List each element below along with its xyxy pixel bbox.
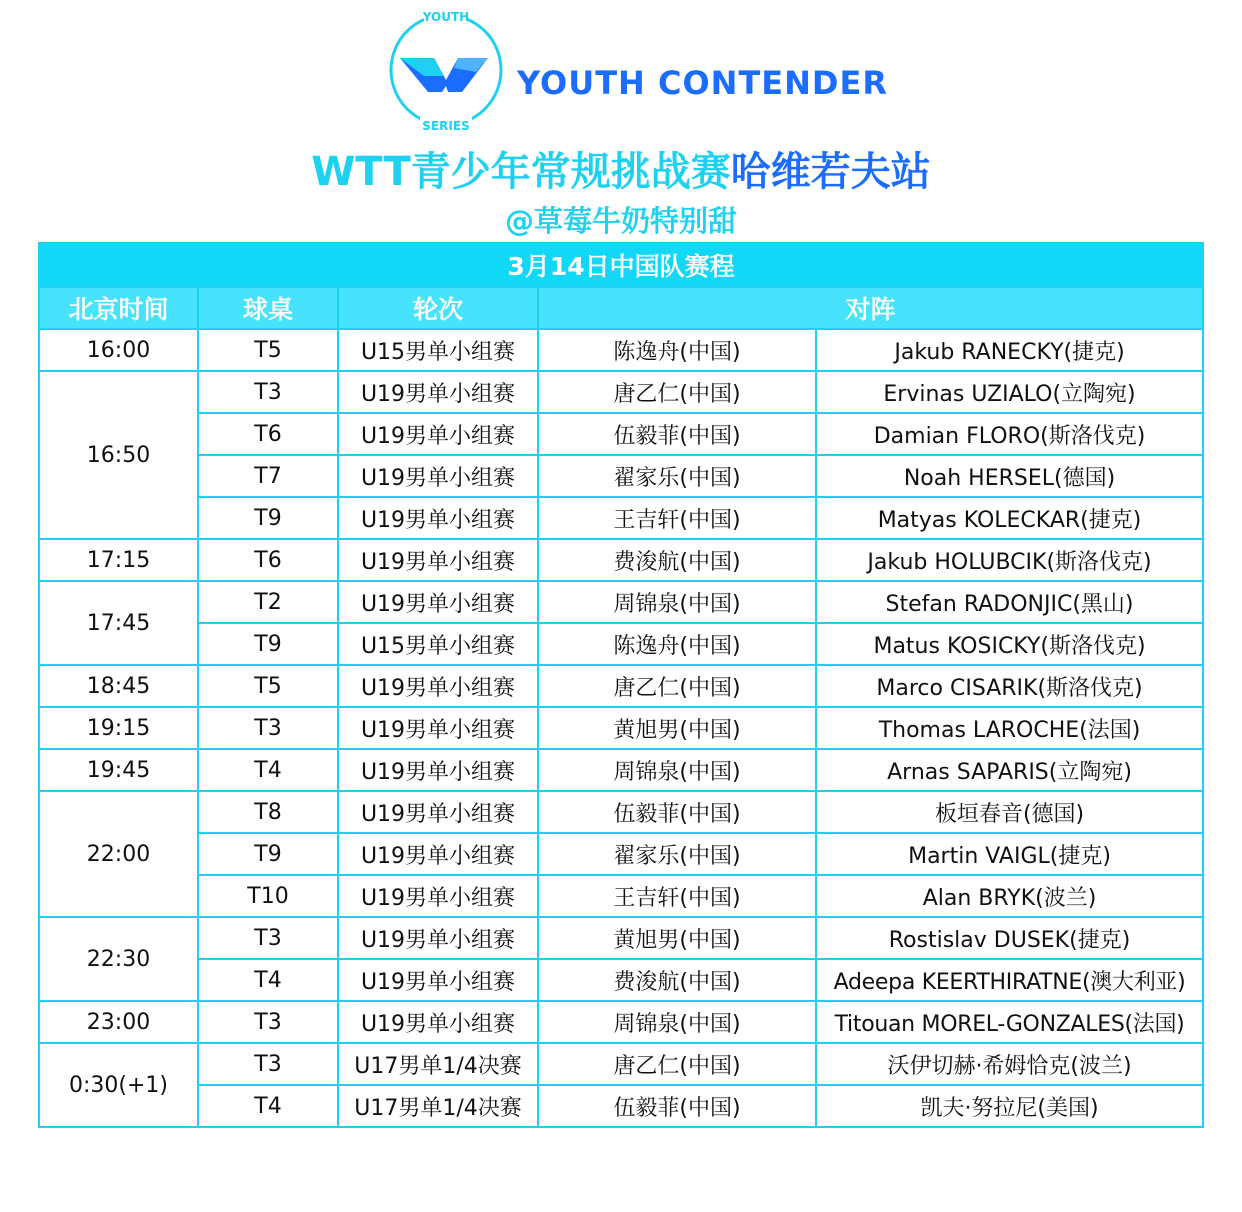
opponent-player: Arnas SAPARIS(立陶宛): [816, 749, 1203, 791]
match-row: [39, 371, 1203, 413]
match-round: U19男单小组赛: [338, 497, 538, 539]
match-round: U19男单小组赛: [338, 539, 538, 581]
page-title: [0, 146, 1242, 198]
match-row: [39, 875, 1203, 917]
opponent-player: Jakub HOLUBCIK(斯洛伐克): [816, 539, 1203, 581]
match-round: U15男单小组赛: [338, 623, 538, 665]
table-number: T10: [198, 875, 338, 917]
match-time: 18:45: [39, 665, 198, 707]
chinese-player: 黄旭男(中国): [538, 707, 816, 749]
match-row: [39, 1043, 1203, 1085]
chinese-player: 陈逸舟(中国): [538, 623, 816, 665]
match-time: 0:30(+1): [39, 1043, 198, 1127]
table-number: T3: [198, 1043, 338, 1085]
title-part-1: WTT青少年常规挑战赛: [311, 149, 731, 195]
opponent-player: 沃伊切赫·希姆恰克(波兰): [816, 1043, 1203, 1085]
table-number: T9: [198, 833, 338, 875]
chinese-player: 伍毅菲(中国): [538, 1085, 816, 1127]
chinese-player: 唐乙仁(中国): [538, 1043, 816, 1085]
match-round: U19男单小组赛: [338, 581, 538, 623]
match-round: U19男单小组赛: [338, 875, 538, 917]
match-row: [39, 707, 1203, 749]
opponent-player: Marco CISARIK(斯洛伐克): [816, 665, 1203, 707]
chinese-player: 周锦泉(中国): [538, 581, 816, 623]
match-time: 16:00: [39, 329, 198, 371]
table-number: T9: [198, 623, 338, 665]
chinese-player: 唐乙仁(中国): [538, 371, 816, 413]
chinese-player: 王吉轩(中国): [538, 875, 816, 917]
match-row: [39, 623, 1203, 665]
opponent-player: Stefan RADONJIC(黑山): [816, 581, 1203, 623]
opponent-player: 板垣春音(德国): [816, 791, 1203, 833]
chinese-player: 伍毅菲(中国): [538, 413, 816, 455]
match-row: [39, 539, 1203, 581]
table-number: T7: [198, 455, 338, 497]
match-time: 17:45: [39, 581, 198, 665]
table-number: T5: [198, 329, 338, 371]
column-header-matchup: 对阵: [538, 287, 1203, 329]
column-header-round: 轮次: [338, 287, 538, 329]
table-number: T6: [198, 539, 338, 581]
match-row: [39, 1085, 1203, 1127]
wtt-youth-logo: [384, 8, 508, 134]
match-round: U19男单小组赛: [338, 791, 538, 833]
table-number: T8: [198, 791, 338, 833]
chinese-player: 唐乙仁(中国): [538, 665, 816, 707]
match-row: [39, 917, 1203, 959]
schedule-body: [39, 329, 1203, 1127]
match-row: [39, 959, 1203, 1001]
match-row: [39, 329, 1203, 371]
opponent-player: Noah HERSEL(德国): [816, 455, 1203, 497]
schedule-table: [38, 242, 1204, 1128]
opponent-player: Alan BRYK(波兰): [816, 875, 1203, 917]
logo-top-text: YOUTH: [422, 10, 470, 24]
chinese-player: 周锦泉(中国): [538, 1001, 816, 1043]
match-time: 22:00: [39, 791, 198, 917]
column-header-time: 北京时间: [39, 287, 198, 329]
match-row: [39, 1001, 1203, 1043]
table-number: T3: [198, 371, 338, 413]
opponent-player: Adeepa KEERTHIRATNE(澳大利亚): [816, 959, 1203, 1001]
match-round: U19男单小组赛: [338, 371, 538, 413]
logo-bottom-text: SERIES: [422, 119, 470, 133]
match-row: [39, 581, 1203, 623]
opponent-player: Matyas KOLECKAR(捷克): [816, 497, 1203, 539]
match-round: U19男单小组赛: [338, 413, 538, 455]
match-time: 19:15: [39, 707, 198, 749]
match-time: 22:30: [39, 917, 198, 1001]
opponent-player: Rostislav DUSEK(捷克): [816, 917, 1203, 959]
opponent-player: Ervinas UZIALO(立陶宛): [816, 371, 1203, 413]
match-row: [39, 413, 1203, 455]
opponent-player: Thomas LAROCHE(法国): [816, 707, 1203, 749]
match-round: U17男单1/4决赛: [338, 1043, 538, 1085]
opponent-player: Damian FLORO(斯洛伐克): [816, 413, 1203, 455]
match-round: U19男单小组赛: [338, 455, 538, 497]
match-time: 16:50: [39, 371, 198, 539]
match-time: 23:00: [39, 1001, 198, 1043]
match-round: U19男单小组赛: [338, 665, 538, 707]
match-round: U19男单小组赛: [338, 917, 538, 959]
match-row: [39, 833, 1203, 875]
table-number: T4: [198, 749, 338, 791]
table-number: T3: [198, 707, 338, 749]
match-time: 19:45: [39, 749, 198, 791]
chinese-player: 翟家乐(中国): [538, 833, 816, 875]
chinese-player: 黄旭男(中国): [538, 917, 816, 959]
match-round: U19男单小组赛: [338, 707, 538, 749]
match-round: U19男单小组赛: [338, 1001, 538, 1043]
chinese-player: 王吉轩(中国): [538, 497, 816, 539]
match-row: [39, 749, 1203, 791]
table-number: T3: [198, 1001, 338, 1043]
table-number: T3: [198, 917, 338, 959]
chinese-player: 伍毅菲(中国): [538, 791, 816, 833]
table-number: T6: [198, 413, 338, 455]
chinese-player: 周锦泉(中国): [538, 749, 816, 791]
opponent-player: Matus KOSICKY(斯洛伐克): [816, 623, 1203, 665]
opponent-player: Titouan MOREL-GONZALES(法国): [816, 1001, 1203, 1043]
table-number: T4: [198, 959, 338, 1001]
chinese-player: 费浚航(中国): [538, 959, 816, 1001]
table-number: T2: [198, 581, 338, 623]
match-row: [39, 455, 1203, 497]
table-number: T9: [198, 497, 338, 539]
opponent-player: Martin VAIGL(捷克): [816, 833, 1203, 875]
match-row: [39, 497, 1203, 539]
match-round: U17男单1/4决赛: [338, 1085, 538, 1127]
table-number: T4: [198, 1085, 338, 1127]
match-row: [39, 665, 1203, 707]
match-round: U15男单小组赛: [338, 329, 538, 371]
opponent-player: 凯夫·努拉尼(美国): [816, 1085, 1203, 1127]
author-handle: @草莓牛奶特别甜: [504, 204, 737, 238]
title-part-2: 哈维若夫站: [730, 149, 931, 195]
table-number: T5: [198, 665, 338, 707]
match-row: [39, 791, 1203, 833]
column-header-table: 球桌: [198, 287, 338, 329]
opponent-player: Jakub RANECKY(捷克): [816, 329, 1203, 371]
match-round: U19男单小组赛: [338, 833, 538, 875]
chinese-player: 陈逸舟(中国): [538, 329, 816, 371]
schedule-date-banner: 3月14日中国队赛程: [39, 243, 1203, 287]
brand-name: YOUTH CONTENDER: [517, 64, 888, 102]
match-round: U19男单小组赛: [338, 959, 538, 1001]
match-round: U19男单小组赛: [338, 749, 538, 791]
chinese-player: 翟家乐(中国): [538, 455, 816, 497]
chinese-player: 费浚航(中国): [538, 539, 816, 581]
match-time: 17:15: [39, 539, 198, 581]
